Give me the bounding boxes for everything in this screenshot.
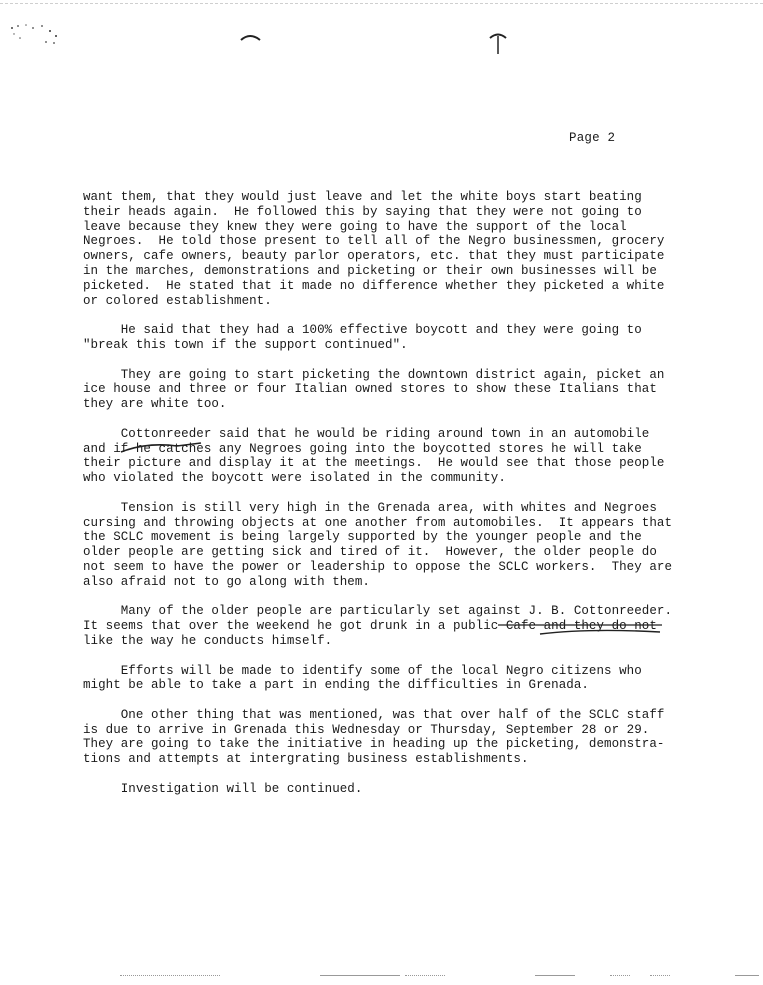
- text-line: Cottonreeder said that he would be riding around town in an automobile: [83, 426, 650, 441]
- text-line: They are going to start picketing the downtown district again, picket an: [83, 367, 665, 382]
- corner-specks: [6, 16, 66, 56]
- hole-punch-mark-left: [238, 30, 264, 44]
- text-line: and if he catches any Negroes going into the boycotted stores he will take: [83, 441, 642, 456]
- text-line: might be able to take a part in ending the difficulties in Grenada.: [83, 678, 589, 693]
- text-line: their picture and display it at the meetings. He would see that those people: [83, 456, 665, 471]
- text-line: their heads again. He followed this by saying that they were not going to: [83, 204, 642, 219]
- text-line: they are white too.: [83, 397, 227, 412]
- text-line: ice house and three or four Italian owned stores to show these Italians that: [83, 382, 657, 397]
- text-line: older people are getting sick and tired of it. However, the older people do: [83, 545, 657, 560]
- paragraph: [83, 708, 683, 767]
- text-line: tions and attempts at intergrating business establishments.: [83, 752, 529, 767]
- bottom-edge-marks: [0, 975, 763, 985]
- handwritten-underline-mark: [117, 440, 207, 456]
- text-line: He said that they had a 100% effective boycott and they were going to: [83, 323, 642, 338]
- paragraph: [83, 368, 683, 412]
- text-line: picketed. He stated that it made no difference whether they picketed a white: [83, 278, 665, 293]
- top-edge-dashes: [0, 3, 763, 4]
- text-line: leave because they knew they were going to have the support of the local: [83, 219, 627, 234]
- text-line: Negroes. He told those present to tell all of the Negro businessmen, grocery: [83, 234, 665, 249]
- page-number: Page 2: [569, 131, 616, 145]
- text-line: who violated the boycott were isolated in the community.: [83, 471, 506, 486]
- paragraph: [83, 501, 683, 590]
- paragraph: [83, 427, 683, 486]
- text-line: "break this town if the support continued".: [83, 337, 408, 352]
- text-line: Efforts will be made to identify some of the local Negro citizens who: [83, 663, 642, 678]
- paragraph: [83, 190, 683, 308]
- text-line: want them, that they would just leave and let the white boys start beating: [83, 190, 642, 204]
- text-line: in the marches, demonstrations and picketing or their own businesses will be: [83, 263, 657, 278]
- text-line: It seems that over the weekend he got drunk in a public Cafe and they do not: [83, 619, 657, 634]
- text-line: is due to arrive in Grenada this Wednesday or Thursday, September 28 or 29.: [83, 722, 650, 737]
- text-line: the SCLC movement is being largely supported by the younger people and the: [83, 530, 642, 545]
- text-line: They are going to take the initiative in heading up the picketing, demonstra-: [83, 737, 665, 752]
- hole-punch-mark-right: [487, 30, 509, 56]
- text-line: like the way he conducts himself.: [83, 633, 333, 648]
- text-line: Many of the older people are particularly set against J. B. Cottonreeder.: [83, 604, 672, 619]
- text-line: Investigation will be continued.: [83, 781, 363, 796]
- text-line: One other thing that was mentioned, was that over half of the SCLC staff: [83, 707, 665, 722]
- document-body: [83, 190, 683, 811]
- text-line: not seem to have the power or leadership to oppose the SCLC workers. They are: [83, 559, 672, 574]
- paragraph: [83, 323, 683, 353]
- paragraph: [83, 664, 683, 694]
- handwritten-underline-mark: [490, 622, 670, 644]
- text-line: also afraid not to go along with them.: [83, 574, 370, 589]
- text-line: Tension is still very high in the Grenada area, with whites and Negroes: [83, 500, 657, 515]
- text-line: cursing and throwing objects at one another from automobiles. It appears that: [83, 515, 672, 530]
- text-line: or colored establishment.: [83, 293, 272, 308]
- paragraph: [83, 782, 683, 797]
- text-line: owners, cafe owners, beauty parlor operators, etc. that they must participate: [83, 249, 665, 264]
